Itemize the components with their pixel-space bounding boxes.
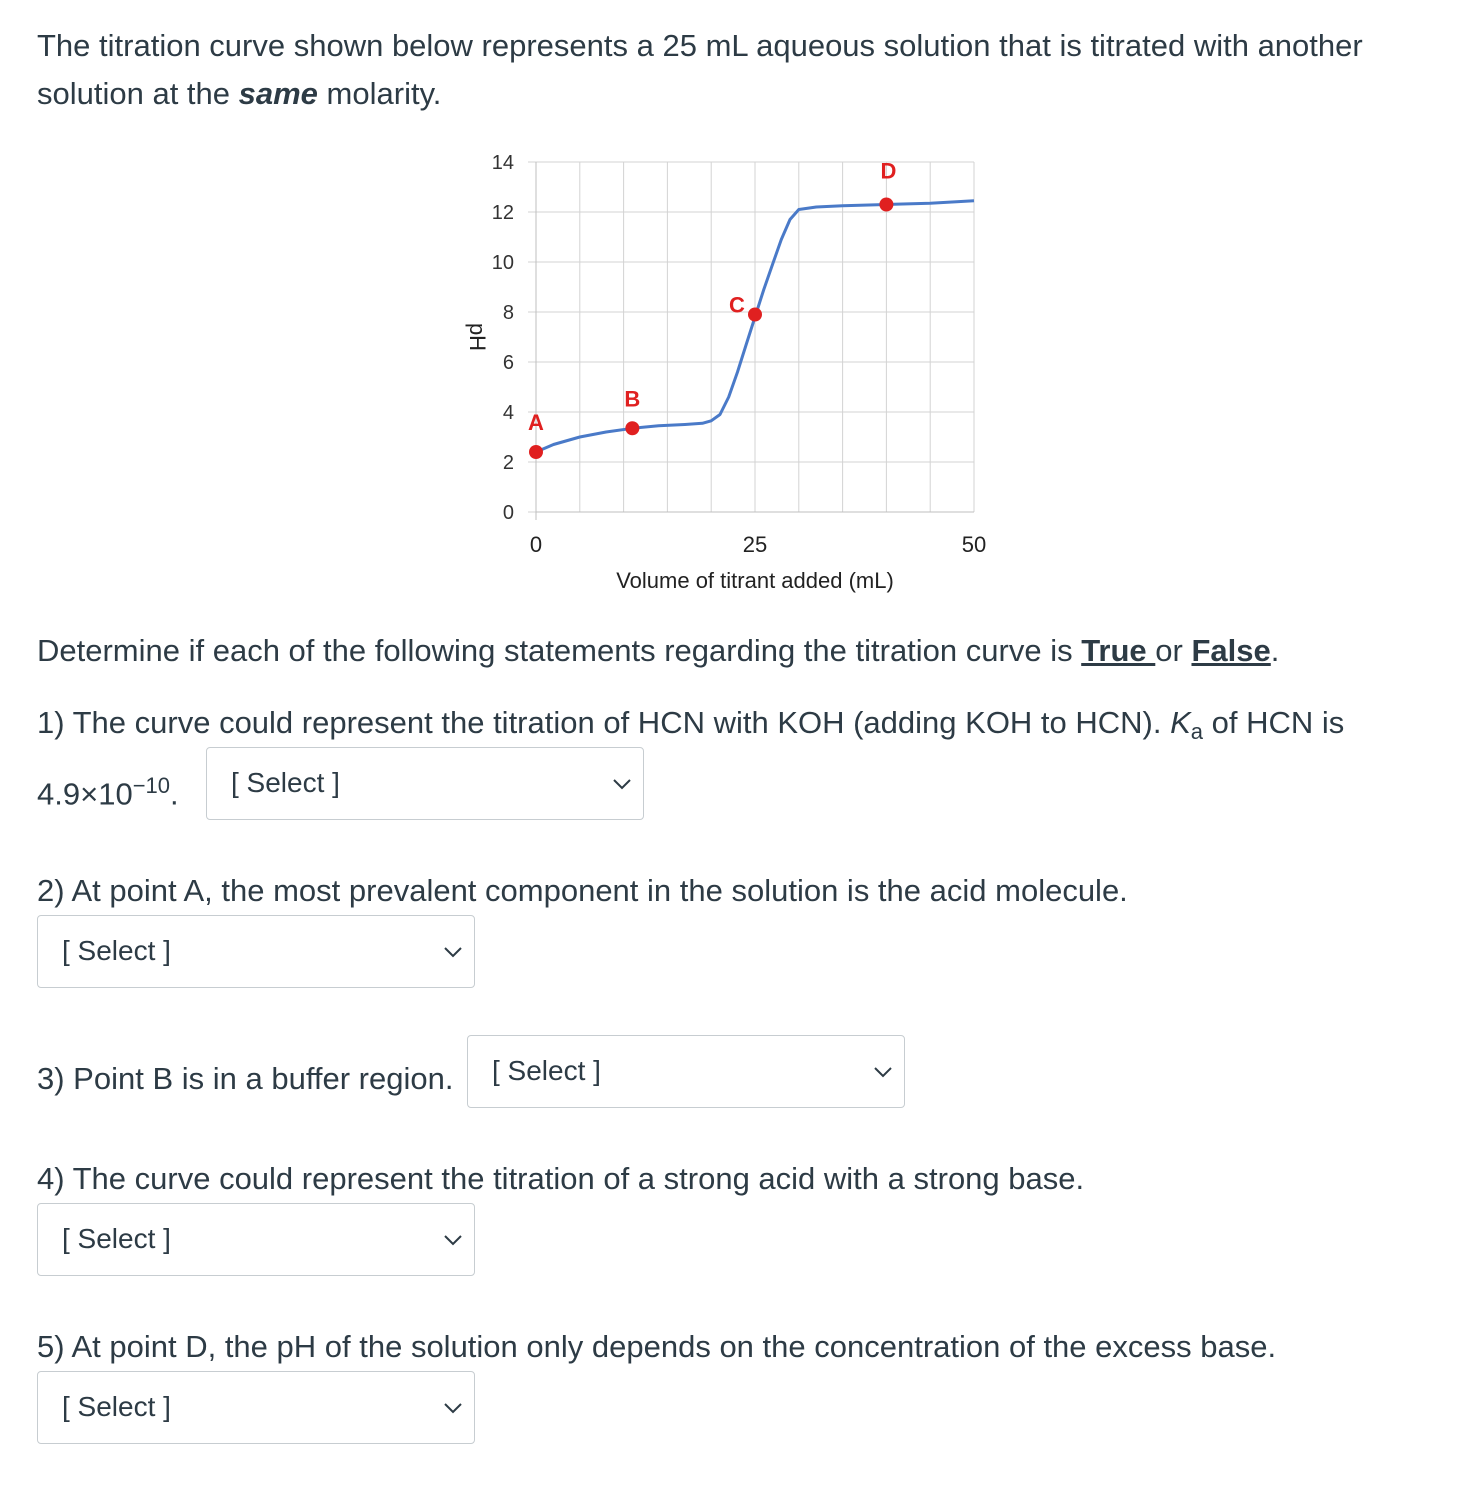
q4-text: 4) The curve could represent the titration of a strong acid with a strong base. [37,1161,1085,1196]
q1-select-value: [ Select ] [231,767,340,798]
point-label-c: C [729,292,745,318]
intro-emphasis: same [238,76,318,111]
intro-text: The titration curve shown below represents a 25 mL aqueous solution that is titrated with another solution at the [37,28,1363,111]
y-tick-label: 4 [502,402,514,424]
directions-end: . [1270,633,1280,668]
ka-exponent: −10 [132,773,171,798]
x-tick-label: 0 [529,532,543,557]
y-tick-label: 10 [491,252,514,274]
y-axis-label: pH [465,322,490,352]
question-1-value [37,762,179,818]
point-label-a: A [528,410,544,435]
or-word: or [1155,633,1192,668]
x-axis-label: Volume of titrant added (mL) [616,568,894,593]
q5-text: 5) At point D, the pH of the solution only depends on the concentration of the excess base. [37,1329,1277,1364]
question-intro [37,22,1427,118]
question-4 [37,1155,1084,1203]
directions [37,627,1279,675]
false-word: False [1191,633,1271,668]
y-tick-label: 14 [491,152,514,174]
chevron-down-icon [442,941,464,963]
data-point-a [529,445,543,459]
intro-text-end: molarity. [317,76,442,111]
q2-select-value: [ Select ] [62,935,171,966]
q1-period: . [170,776,179,812]
question-5 [37,1323,1276,1371]
question-2 [37,867,1128,915]
y-tick-label: 0 [502,502,514,524]
ka-symbol: K [1170,705,1191,740]
q2-text: 2) At point A, the most prevalent component in the solution is the acid molecule. [37,873,1128,908]
data-point-b [625,421,639,435]
data-point-d [879,198,893,212]
q1-select[interactable] [206,747,644,820]
titration-chart [430,140,1010,610]
data-point-c [748,308,762,322]
x-tick-label: 50 [961,532,987,557]
point-label-d: D [880,158,897,184]
q5-select-value: [ Select ] [62,1391,171,1422]
chevron-down-icon [442,1229,464,1251]
chevron-down-icon [611,773,633,795]
q4-select[interactable] [37,1203,475,1276]
q3-select[interactable] [467,1035,905,1108]
q1-text-end: of HCN is [1203,705,1345,740]
directions-text: Determine if each of the following statements regarding the titration curve is [37,633,1082,668]
chevron-down-icon [872,1061,894,1083]
chevron-down-icon [442,1397,464,1419]
q1-text: 1) The curve could represent the titration of HCN with KOH (adding KOH to HCN). [37,705,1171,740]
true-word: True [1081,633,1156,668]
y-tick-label: 8 [502,302,514,324]
q5-select[interactable] [37,1371,475,1444]
y-tick-label: 6 [502,352,514,374]
q3-select-value: [ Select ] [492,1055,601,1086]
q4-select-value: [ Select ] [62,1223,171,1254]
y-tick-label: 2 [502,452,514,474]
ka-value: 4.9×10 [37,776,133,812]
question-3 [37,1055,453,1103]
ka-subscript: a [1190,719,1204,744]
q3-text: 3) Point B is in a buffer region. [37,1061,454,1096]
y-tick-label: 12 [491,202,514,224]
q2-select[interactable] [37,915,475,988]
point-label-b: B [624,386,641,412]
x-tick-label: 25 [742,532,768,557]
